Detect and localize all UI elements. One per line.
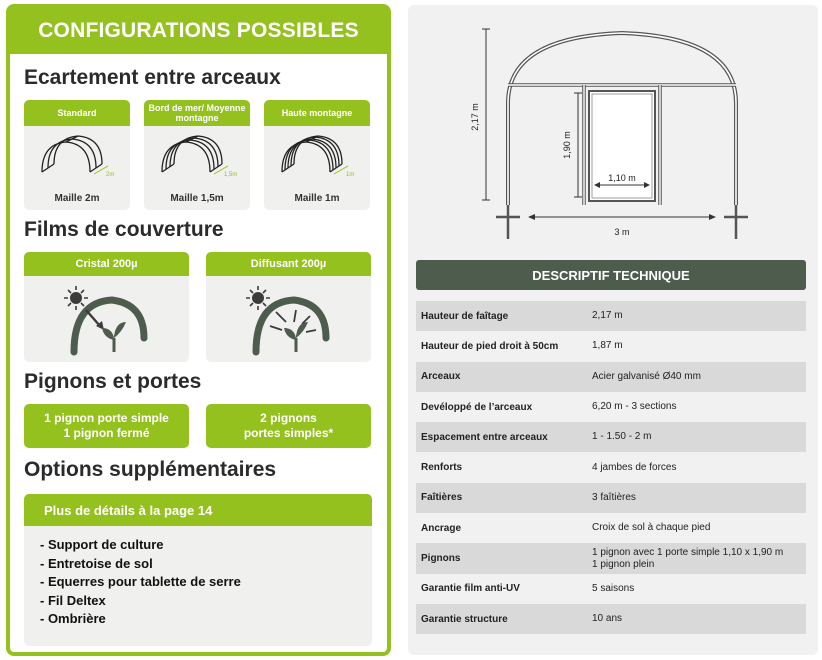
film-card-label: Diffusant 200µ (206, 252, 371, 276)
table-row (416, 301, 806, 331)
pignons-section-title: Pignons et portes (24, 370, 202, 393)
greenhouse-diagram (408, 5, 818, 255)
spacing-card-bord-de-mer (144, 100, 250, 210)
tech-key: Faîtières (421, 492, 463, 504)
tech-key: Garantie structure (421, 613, 508, 625)
spacing-card-standard (24, 100, 130, 210)
configurations-header (10, 8, 387, 54)
spacing-card-footer: Maille 2m (54, 193, 100, 204)
pignon-option-2 (206, 404, 371, 448)
tech-value: 6,20 m - 3 sections (592, 401, 677, 413)
tech-value: 3 faîtières (592, 491, 636, 503)
door-height-label: 1,90 m (562, 131, 572, 159)
spacing-section-title: Ecartement entre arceaux (24, 66, 281, 89)
direct-light-icon (64, 282, 150, 358)
tech-value: 2,17 m (592, 310, 623, 322)
spacing-card-haute-montagne (264, 100, 370, 210)
door-width-label: 1,10 m (608, 173, 636, 183)
configurations-title: CONFIGURATIONS POSSIBLES (38, 19, 359, 42)
list-item: - Entretoise de sol (40, 555, 153, 571)
configurations-panel (6, 4, 391, 656)
tech-key: Garantie film anti-UV (421, 583, 520, 595)
height-total-label: 2,17 m (470, 103, 480, 131)
table-row (416, 574, 806, 604)
tech-value: 4 jambes de forces (592, 461, 677, 473)
tech-key: Devéloppé de l’arceaux (421, 401, 533, 413)
list-item: - Ombrière (40, 611, 106, 626)
tech-key: Pignons (421, 553, 461, 565)
tech-key: Arceaux (421, 371, 461, 383)
spacing-card-footer: Maille 1m (294, 193, 340, 204)
table-row (416, 604, 806, 634)
tech-value-line: 1 pignon plein (592, 558, 655, 570)
table-row (416, 392, 806, 422)
options-section-title: Options supplémentaires (24, 458, 277, 481)
film-card-label: Cristal 200µ (24, 252, 189, 276)
list-item: - Support de culture (40, 537, 164, 552)
tech-key: Renforts (421, 462, 463, 474)
tech-header: DESCRIPTIF TECHNIQUE (416, 260, 806, 290)
tech-value: 1,87 m (592, 340, 623, 352)
table-row (416, 543, 806, 573)
spacing-card-footer: Maille 1,5m (170, 193, 224, 204)
svg-text:1m: 1m (346, 172, 355, 178)
tunnel-icon (32, 130, 122, 180)
tech-value: 1 - 1.50 - 2 m (592, 431, 652, 443)
technical-panel (408, 5, 818, 655)
tech-value: Acier galvanisé Ø40 mm (592, 370, 701, 382)
tech-value: Croix de sol à chaque pied (592, 522, 711, 534)
tech-table (416, 301, 806, 634)
diffused-light-icon (246, 282, 332, 358)
tech-key: Espacement entre arceaux (421, 431, 548, 443)
tech-key: Hauteur de pied droit à 50cm (421, 340, 559, 352)
list-item: - Equerres pour tablette de serre (40, 574, 241, 589)
tunnel-icon (272, 130, 362, 180)
tunnel-icon (152, 130, 242, 180)
width-label: 3 m (614, 227, 630, 237)
tech-key: Hauteur de faîtage (421, 310, 509, 322)
tech-key: Ancrage (421, 522, 462, 534)
table-row (416, 452, 806, 482)
table-row (416, 513, 806, 543)
tech-value-line: 1 pignon avec 1 porte simple 1,10 x 1,90 m (592, 546, 784, 558)
table-row (416, 362, 806, 392)
options-box-header: Plus de détails à la page 14 (24, 494, 372, 526)
pignon-option-1 (24, 404, 189, 448)
films-section-title: Films de couverture (24, 218, 224, 241)
film-card-diffusant (206, 252, 371, 362)
options-box (24, 494, 372, 646)
table-row (416, 331, 806, 361)
pignon-option-line: portes simples* (243, 426, 334, 440)
tech-value (592, 547, 806, 571)
table-row (416, 483, 806, 513)
pignon-option-line: 1 pignon fermé (63, 426, 150, 440)
film-card-cristal (24, 252, 189, 362)
spacing-card-label: Haute montagne (264, 100, 370, 126)
pignon-option-line: 1 pignon porte simple (44, 411, 169, 425)
spacing-card-label: Bord de mer/ Moyenne montagne (144, 100, 250, 126)
spacing-card-label: Standard (24, 100, 130, 126)
tech-value: 5 saisons (592, 582, 635, 594)
options-list (24, 526, 372, 629)
tech-value: 10 ans (592, 613, 623, 625)
svg-text:1,5m: 1,5m (224, 172, 238, 178)
table-row (416, 422, 806, 452)
svg-text:2m: 2m (106, 172, 115, 178)
pignon-option-line: 2 pignons (260, 411, 317, 425)
list-item: - Fil Deltex (40, 592, 106, 608)
